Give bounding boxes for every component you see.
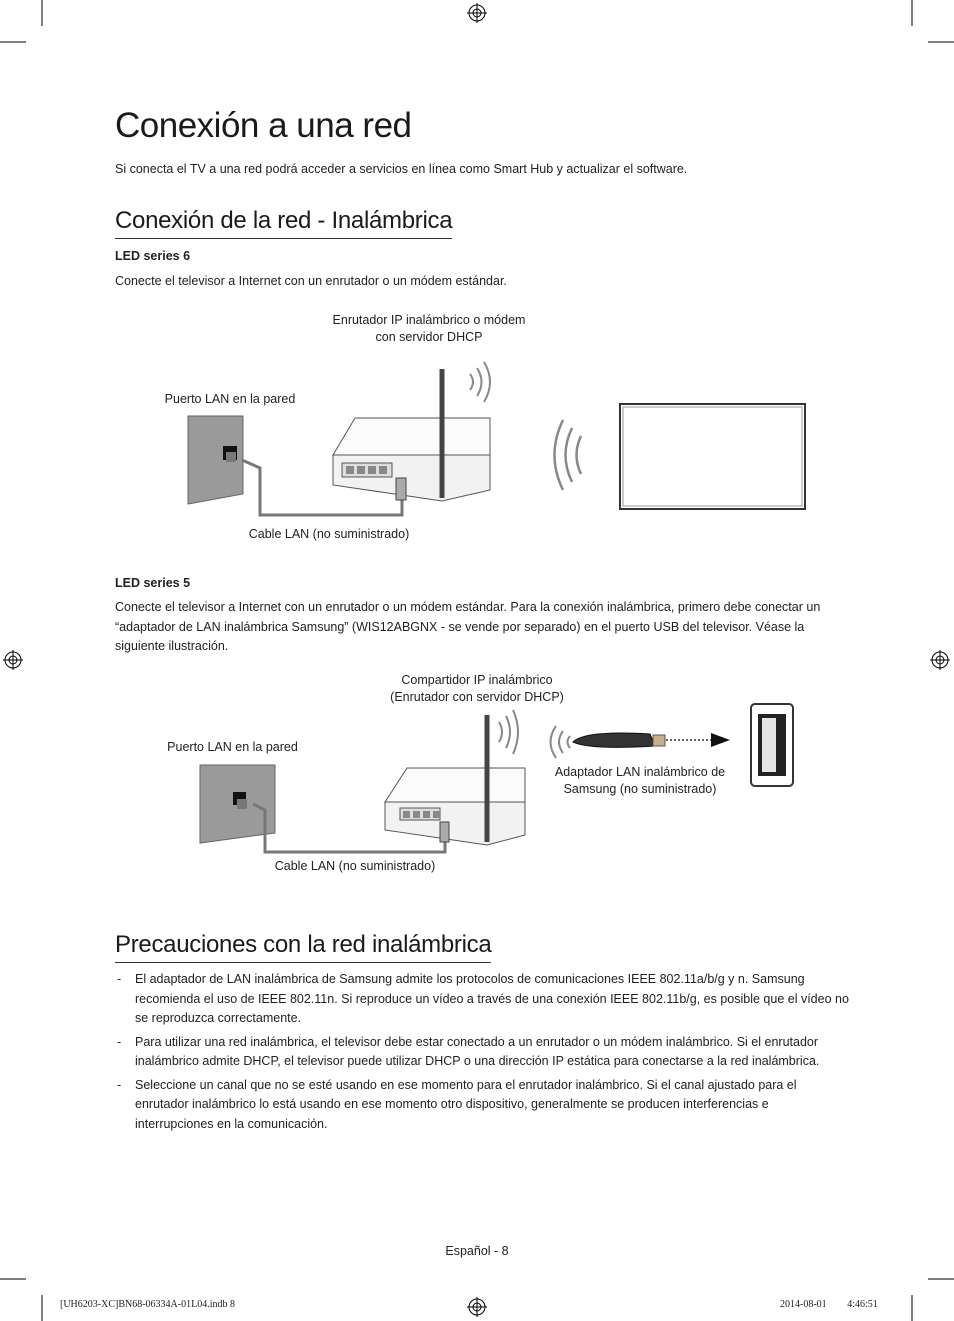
usb-port-image: [751, 704, 793, 786]
router-signal-icon-2: [499, 710, 518, 754]
led5-text: Conecte el televisor a Internet con un enrutador o un módem estándar. Para la conexión inalámbrica, primero debe conectar un “adaptador de LAN inalámbrica Samsung” (WIS12ABGNX - se vende por separado) en el puerto USB del televisor. Véase la siguiente ilustración.: [115, 600, 821, 653]
list-dash: -: [117, 1034, 122, 1049]
intro-text: Si conecta el TV a una red podrá acceder a servicios en línea como Smart Hub y actualizar el software.: [115, 162, 688, 176]
router-label-line1: Enrutador IP inalámbrico o módem: [332, 313, 526, 327]
adapter-signal-icon: [551, 726, 571, 758]
led5-title: LED series 5: [115, 576, 191, 590]
wall-port-label: Puerto LAN en la pared: [164, 392, 296, 406]
tv-signal-icon: [555, 420, 582, 490]
wireless-heading: Conexión de la red - Inalámbrica: [115, 207, 452, 239]
sharer-label-line2: (Enrutador con servidor DHCP): [390, 690, 564, 704]
tv-image: [620, 404, 805, 509]
page-number: Español - 8: [445, 1244, 509, 1258]
wireless-adapter-image: [573, 733, 665, 747]
wall-port-label-2: Puerto LAN en la pared: [167, 740, 298, 754]
adapter-label-line1: Adaptador LAN inalámbrico de: [554, 765, 726, 779]
router-label-line2: con servidor DHCP: [375, 330, 483, 344]
adapter-label-line2: Samsung (no suministrado): [563, 782, 717, 796]
list-dash: -: [117, 972, 122, 986]
print-file-info: [UH6203-XC]BN68-06334A-01L04.indb 8: [60, 1299, 235, 1310]
page-title: Conexión a una red: [115, 106, 412, 145]
cable-label-2: Cable LAN (no suministrado): [274, 859, 436, 873]
print-date-info: 2014-08-01 ￿￿ 4:46:51: [780, 1299, 878, 1310]
registration-mark-right: [930, 650, 950, 670]
list-item-text: Para utilizar una red inalámbrica, el televisor debe estar conectado a un enrutador o un módem inalámbrico. Si el enrutador inalámbrico admite DHCP, el televisor puede utilizar DHCP o una dirección IP estática para conectarse a la red inalámbrica.: [135, 1034, 820, 1068]
router-image-2: [385, 715, 525, 845]
precautions-list: [115, 970, 850, 1138]
registration-mark-left: [3, 650, 23, 670]
list-item: [115, 970, 850, 1029]
led6-title: LED series 6: [115, 249, 191, 263]
list-item-text: El adaptador de LAN inalámbrica de Samsung admite los protocolos de comunicaciones IEEE 802.11a/b/g y n. Samsung recomienda el uso de IEEE 802.11n. Si reproduce un vídeo a través de una conexión IEEE 802.11b/g, es posible que el vídeo no se reproduzca correctamente.: [135, 972, 849, 1025]
led6-illustration: [180, 360, 830, 520]
cable-label: Cable LAN (no suministrado): [248, 527, 410, 541]
list-dash: -: [117, 1077, 122, 1092]
arrow-head-icon: [711, 733, 730, 747]
sharer-label-line1: Compartidor IP inalámbrico: [401, 673, 553, 687]
precautions-heading: Precauciones con la red inalámbrica: [115, 931, 491, 963]
registration-mark-top: [467, 3, 487, 23]
list-item-text: Seleccione un canal que no se esté usando en ese momento para el enrutador inalámbrico. Si el canal ajustado para el enrutador inalámbrico lo está usando en ese momento otro dispositivo, generalmente se producen interferencias e interrupciones en la comunicación.: [135, 1077, 797, 1131]
router-signal-icon: [470, 362, 490, 402]
router-image: [333, 369, 490, 501]
list-item: [115, 1033, 850, 1072]
led5-illustration: [195, 700, 800, 870]
led6-text: Conecte el televisor a Internet con un enrutador o un módem estándar.: [115, 274, 507, 288]
registration-mark-bottom: [467, 1297, 487, 1317]
list-item: [115, 1076, 850, 1135]
